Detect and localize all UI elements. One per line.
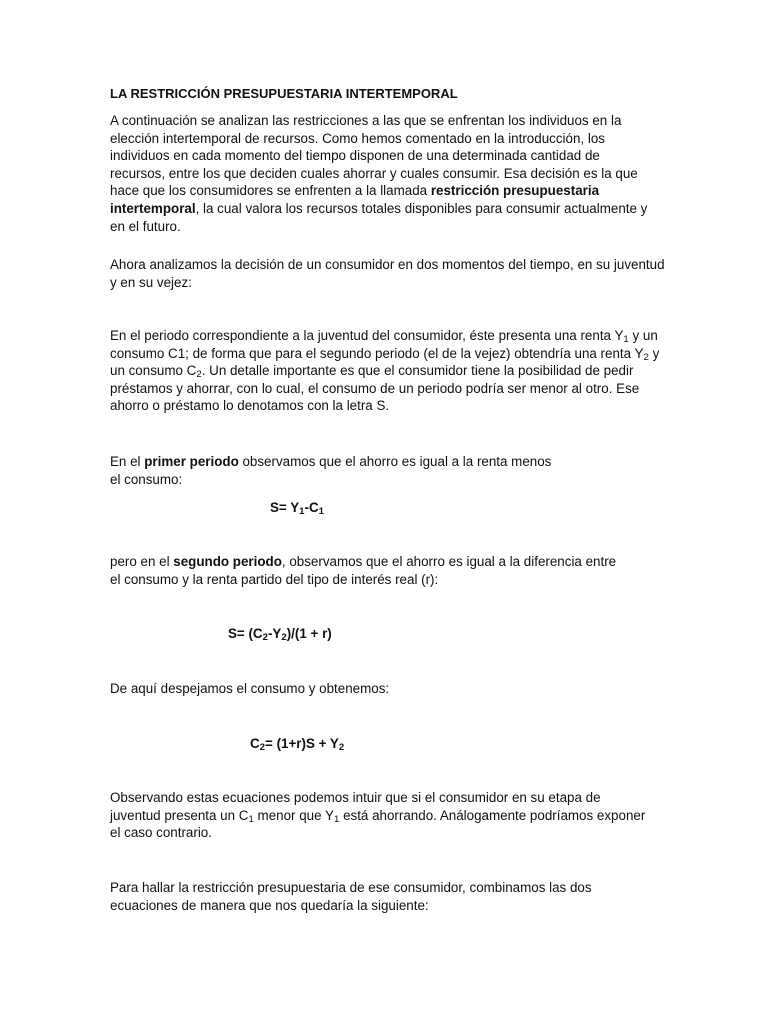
p1-text-before: A continuación se analizan las restricciones a las que se enfrentan los individuos en la elección intertemporal de recursos. Como hemos comentado en la introducción, los individuos en cada momento del tiempo disponen de una determinada cantidad de recursos, entre los que deciden cuales ahorrar y cuales consumir. Esa decisión es la que hace que los consumidores se enfrenten a la llamada [110, 113, 638, 199]
p3-text-1: En el periodo correspondiente a la juventud del consumidor, éste presenta una renta Y [110, 328, 624, 343]
paragraph-second-period [110, 553, 630, 588]
p5-text-2: , observamos que el ahorro es igual a la diferencia entre el consumo y la renta partido del tipo de interés real (r): [110, 554, 617, 587]
paragraph-intro [110, 112, 650, 235]
eq3-sub-2: 2 [338, 741, 345, 753]
p3-sub-1: 1 [623, 333, 629, 345]
eq2-text-2: -Y [267, 626, 282, 641]
eq2-text-3: )/(1 + r) [286, 626, 332, 641]
p3-sub-2: 2 [643, 351, 649, 363]
eq3-sub-1: 2 [259, 741, 266, 753]
p5-bold: segundo periodo [173, 554, 282, 569]
p7-text-3: está ahorrando. Análogamente podríamos exponer el caso contrario. [110, 807, 646, 841]
equation-consumption [250, 735, 344, 753]
p7-text-1: Observando estas ecuaciones podemos intuir que si el consumidor en su etapa de juventud presenta un C [110, 790, 601, 823]
paragraph-observation [110, 789, 650, 842]
p7-sub-2: 1 [333, 813, 340, 825]
p1-text-after: , la cual valora los recursos totales disponibles para consumir actualmente y en el futuro. [110, 200, 648, 234]
paragraph-income-consumption [110, 327, 660, 415]
p7-text-2: menor que Y [253, 807, 334, 823]
p3-text-3: y un consumo C [110, 345, 660, 379]
p4-text-1: En el [110, 454, 145, 469]
eq3-text-1: C [250, 736, 260, 751]
paragraph-budget-constraint: Para hallar la restricción presupuestaria de ese consumidor, combinamos las dos ecuaciones de manera que nos quedaría la siguiente: [110, 880, 592, 913]
p4-bold: primer periodo [144, 454, 239, 469]
eq2-sub-2: 2 [281, 631, 287, 643]
p1-bold-term: restricción presupuestaria intertemporal [110, 183, 600, 216]
paragraph-two-periods: Ahora analizamos la decisión de un consumidor en dos momentos del tiempo, en su juventud y en su vejez: [110, 257, 665, 290]
p7-sub-1: 1 [248, 813, 254, 825]
p3-text-2: y un consumo C1; de forma que para el segundo periodo (el de la vejez) obtendría una renta Y [110, 328, 658, 361]
equation-saving-first-period [270, 499, 324, 517]
eq2-sub-1: 2 [262, 631, 268, 643]
eq1-sub-2: 1 [318, 505, 325, 517]
eq2-text-1: S= (C [228, 626, 263, 641]
p3-text-4: . Un detalle importante es que el consumidor tiene la posibilidad de pedir préstamos y ahorrar, con lo cual, el consumo de un periodo podría ser menor al otro. Ese ahorro o préstamo lo denotamos con la letra S. [110, 363, 640, 414]
eq1-text-2: -C [304, 500, 319, 515]
paragraph-solve-consumption: De aquí despejamos el consumo y obtenemos: [110, 681, 390, 696]
eq1-text-1: S= Y [270, 500, 300, 515]
p5-text-1: pero en el [110, 554, 174, 569]
eq1-sub-1: 1 [299, 505, 305, 517]
eq3-text-2: = (1+r)S + Y [265, 736, 339, 751]
document-title: LA RESTRICCIÓN PRESUPUESTARIA INTERTEMPORAL [110, 86, 458, 101]
p3-sub-3: 2 [196, 369, 202, 381]
p4-text-2: observamos que el ahorro es igual a la renta menos el consumo: [110, 454, 552, 487]
equation-saving-second-period [228, 625, 332, 643]
paragraph-first-period [110, 453, 560, 488]
